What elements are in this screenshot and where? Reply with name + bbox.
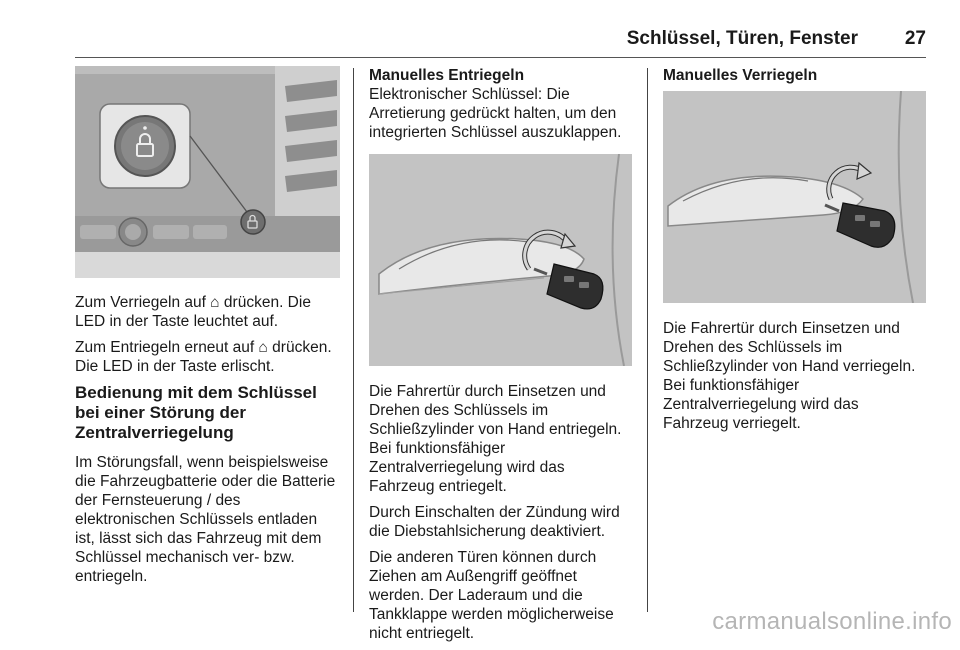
watermark: carmanualsonline.info [712, 608, 952, 635]
paragraph-unlock-instruction: Zum Entriegeln erneut auf ⌂ drücken. Die LED in der Taste erlischt. [75, 339, 332, 375]
figure-dashboard-lock-button [75, 66, 340, 278]
header-rule [75, 57, 926, 58]
paragraph-ignition: Durch Einschalten der Zündung wird die Diebstahlsicherung deaktiviert. [369, 504, 620, 540]
door-handle-illustration [369, 154, 632, 366]
paragraph-lock-instruction: Zum Verriegeln auf ⌂ drücken. Die LED in der Taste leuchtet auf. [75, 294, 311, 330]
dashboard-illustration [75, 66, 340, 278]
door-handle-lock-illustration [663, 91, 926, 303]
page-number: 27 [904, 28, 926, 49]
header-title: Schlüssel, Türen, Fenster [626, 28, 858, 49]
column-divider-2 [647, 68, 648, 612]
section-heading: Bedienung mit dem Schlüssel bei einer Störung der Zentralverriegelung [75, 383, 317, 442]
column-3 [663, 66, 926, 440]
heading-manual-lock: Manuelles Verriegeln [663, 67, 818, 84]
column-divider-1 [353, 68, 354, 612]
figure-door-handle-unlock [369, 154, 632, 366]
heading-manual-unlock: Manuelles Entriegeln [369, 67, 525, 84]
paragraph-unlock-driver-door: Die Fahrertür durch Einsetzen und Drehen des Schlüssels im Schließzylinder von Hand entriegeln. Bei funktionsfähiger Zentralverriegelung wird das Fahrzeug entriegelt. [369, 383, 622, 495]
column-1 [75, 66, 340, 593]
paragraph-other-doors: Die anderen Türen können durch Ziehen am Außengriff geöffnet werden. Der Laderaum und die Tankklappe werden möglicherweise nicht entriegelt. [369, 549, 614, 642]
paragraph-failure: Im Störungsfall, wenn beispielsweise die Fahrzeugbatterie oder die Batterie der Fernsteuerung / des elektronischen Schlüssels entladen ist, lässt sich das Fahrzeug mit dem Schlüssel mechanisch ver- bzw. entriegeln. [75, 454, 336, 585]
column-2 [369, 66, 633, 650]
paragraph-lock-driver-door: Die Fahrertür durch Einsetzen und Drehen des Schlüssels im Schließzylinder von Hand verriegeln. Bei funktionsfähiger Zentralverriegelung wird das Fahrzeug verriegelt. [663, 320, 916, 432]
page-header [75, 22, 926, 60]
paragraph-intro: Elektronischer Schlüssel: Die Arretierung gedrückt halten, um den integrierten Schlüssel auszuklappen. [369, 86, 622, 141]
figure-door-handle-lock [663, 91, 926, 303]
